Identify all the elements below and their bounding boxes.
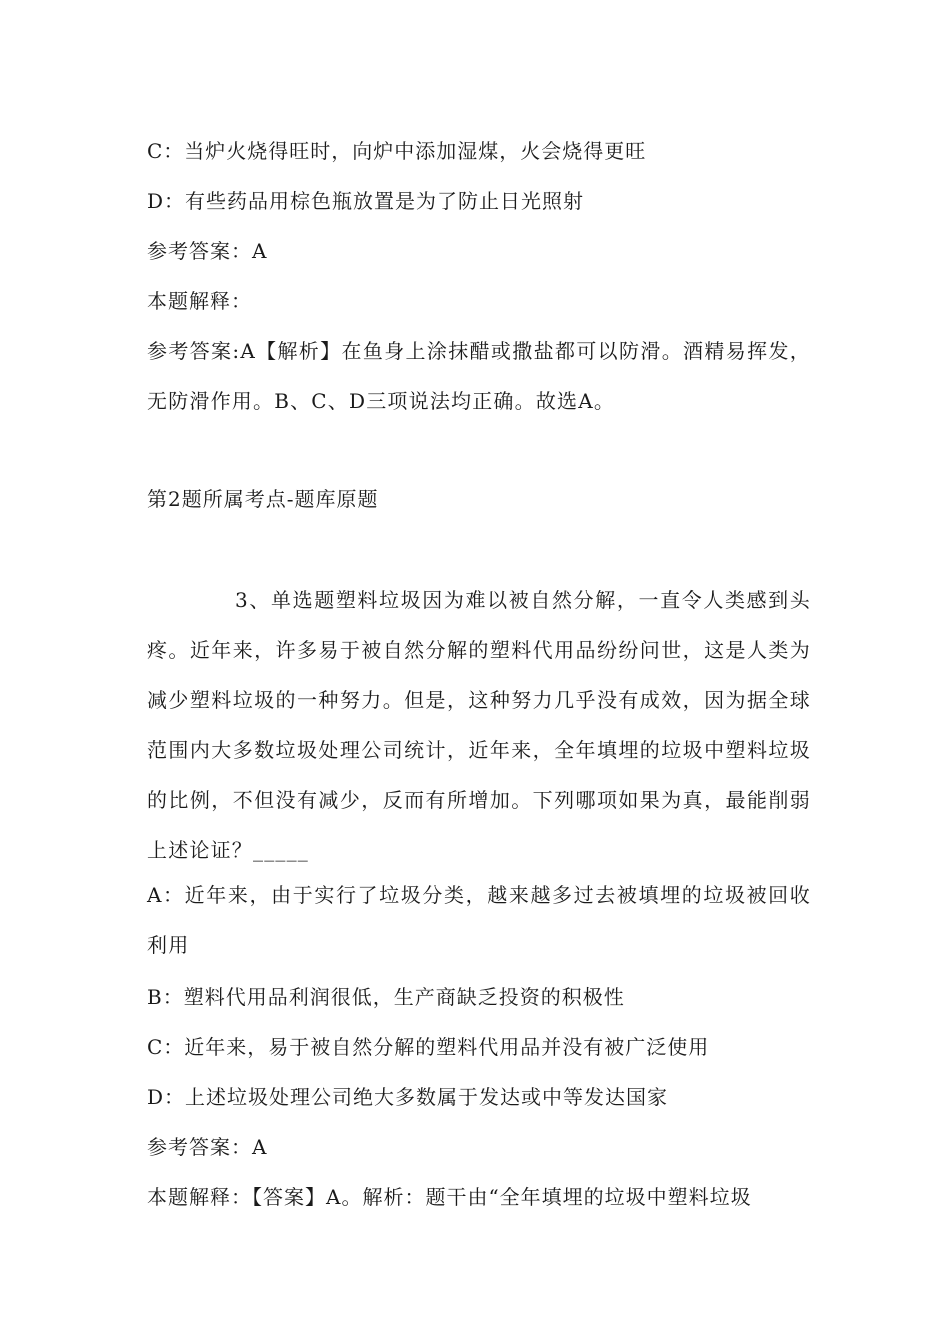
q3-stem: 3、单选题塑料垃圾因为难以被自然分解，一直令人类感到头疼。近年来，许多易于被自然分解的塑料代用品纷纷问世，这是人类为减少塑料垃圾的一种努力。但是，这种努力几乎没有成效，因为据全球范围内大多数垃圾处理公司统计，近年来，全年填埋的垃圾中塑料垃圾的比例，不但没有减少，反而有所增加。下列哪项如果为真，最能削弱上述论证？_____ [147,588,811,862]
q1-explanation-label: 本题解释： [147,289,252,313]
q1-explanation-text: 参考答案:A【解析】在鱼身上涂抹醋或撒盐都可以防滑。酒精易挥发，无防滑作用。B、C、D三项说法均正确。故选A。 [147,339,811,413]
q1-option-d: D：有些药品用棕色瓶放置是为了防止日光照射 [147,189,585,213]
q1-option-c: C：当炉火烧得旺时，向炉中添加湿煤，火会烧得更旺 [147,139,647,163]
section-note: 第2题所属考点-题库原题 [147,487,379,511]
q3-answer: 参考答案：A [147,1135,268,1159]
q3-option-a: A：近年来，由于实行了垃圾分类，越来越多过去被填埋的垃圾被回收利用 [147,883,811,957]
q1-answer: 参考答案：A [147,239,268,263]
q3-option-d: D：上述垃圾处理公司绝大多数属于发达或中等发达国家 [147,1085,669,1109]
q3-option-b: B：塑料代用品利润很低，生产商缺乏投资的积极性 [147,985,625,1009]
q3-option-c: C：近年来，易于被自然分解的塑料代用品并没有被广泛使用 [147,1035,710,1059]
q3-explanation: 本题解释：【答案】A。解析：题干由“全年填埋的垃圾中塑料垃圾 [147,1185,752,1209]
